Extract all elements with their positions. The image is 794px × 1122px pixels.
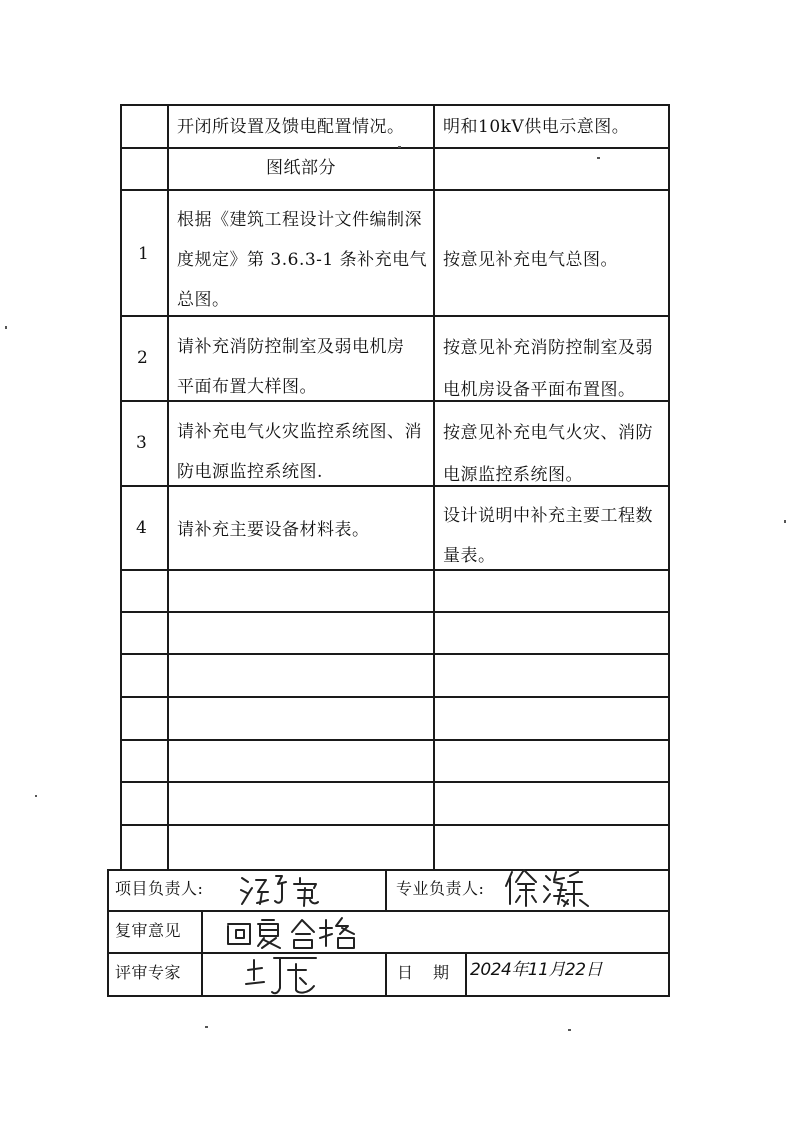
issue-line: 请补充电气火灾监控系统图、消 xyxy=(177,422,422,442)
row-line xyxy=(120,781,670,783)
expert-label: 评审专家 xyxy=(115,963,182,982)
footer-divider xyxy=(201,910,203,995)
row0-right-text: 明和10kV供电示意图。 xyxy=(443,117,630,137)
discipline-lead-label: 专业负责人: xyxy=(396,879,485,898)
item-issue xyxy=(177,412,422,492)
discipline-lead-signature xyxy=(502,864,597,910)
item-reply xyxy=(443,327,653,411)
item-number: 1 xyxy=(138,244,149,264)
scan-speck xyxy=(398,146,401,148)
item-reply xyxy=(443,496,653,576)
reply-line: 电机房设备平面布置图。 xyxy=(443,380,636,400)
footer-divider xyxy=(465,952,467,995)
item-number: 4 xyxy=(136,518,147,538)
issue-line: 度规定》第 3.6.3-1 条补充电气 xyxy=(177,250,428,270)
table-border-left xyxy=(120,104,122,869)
row-line xyxy=(120,739,670,741)
item-issue xyxy=(177,510,370,550)
reply-line: 按意见补充电气火灾、消防 xyxy=(443,423,653,443)
section-title: 图纸部分 xyxy=(266,158,336,178)
row-line xyxy=(120,824,670,826)
expert-signature xyxy=(244,950,334,998)
footer-border-right xyxy=(668,869,670,996)
issue-line: 平面布置大样图。 xyxy=(177,377,317,397)
column-divider-1 xyxy=(167,104,169,869)
row-line xyxy=(120,611,670,613)
footer-divider xyxy=(385,952,387,995)
item-issue xyxy=(177,200,427,320)
item-number: 3 xyxy=(136,433,147,453)
scan-speck xyxy=(597,157,600,159)
item-issue xyxy=(177,327,405,407)
review-opinion-label: 复审意见 xyxy=(115,921,182,940)
project-lead-label: 项目负责人: xyxy=(115,879,204,898)
footer-border-left xyxy=(107,869,109,996)
scan-speck xyxy=(205,1026,208,1028)
date-handwritten: 2024年11月22日 xyxy=(470,960,603,980)
scan-speck xyxy=(568,1029,571,1031)
footer-line xyxy=(107,952,670,954)
item-reply xyxy=(443,240,618,280)
footer-line xyxy=(107,995,670,997)
footer-divider xyxy=(385,869,387,911)
project-lead-signature xyxy=(238,870,348,908)
date-label: 期 xyxy=(433,963,450,982)
column-divider-2 xyxy=(433,104,435,869)
row-line xyxy=(120,696,670,698)
footer-line xyxy=(107,910,670,912)
table-border-right xyxy=(668,104,670,869)
review-opinion-handwritten xyxy=(222,912,382,952)
issue-line: 总图。 xyxy=(177,290,230,310)
issue-line: 根据《建筑工程设计文件编制深 xyxy=(177,210,422,230)
issue-line: 防电源监控系统图. xyxy=(177,462,323,482)
item-number: 2 xyxy=(137,348,148,368)
reply-line: 按意见补充电气总图。 xyxy=(443,250,618,270)
scan-speck xyxy=(35,795,37,797)
issue-line: 请补充消防控制室及弱电机房 xyxy=(177,337,405,357)
reply-line: 量表。 xyxy=(443,546,496,566)
row0-left-text: 开闭所设置及馈电配置情况。 xyxy=(177,117,405,137)
row-line xyxy=(120,189,670,191)
row-line xyxy=(120,104,670,106)
row-line xyxy=(120,147,670,149)
issue-line: 请补充主要设备材料表。 xyxy=(177,520,370,540)
reply-line: 设计说明中补充主要工程数 xyxy=(443,506,653,526)
reply-line: 电源监控系统图。 xyxy=(443,465,583,485)
scan-speck xyxy=(784,520,786,523)
row-line xyxy=(120,653,670,655)
reply-line: 按意见补充消防控制室及弱 xyxy=(443,338,653,358)
scan-speck xyxy=(5,326,7,329)
date-label: 日 xyxy=(397,963,414,982)
item-reply xyxy=(443,412,653,496)
